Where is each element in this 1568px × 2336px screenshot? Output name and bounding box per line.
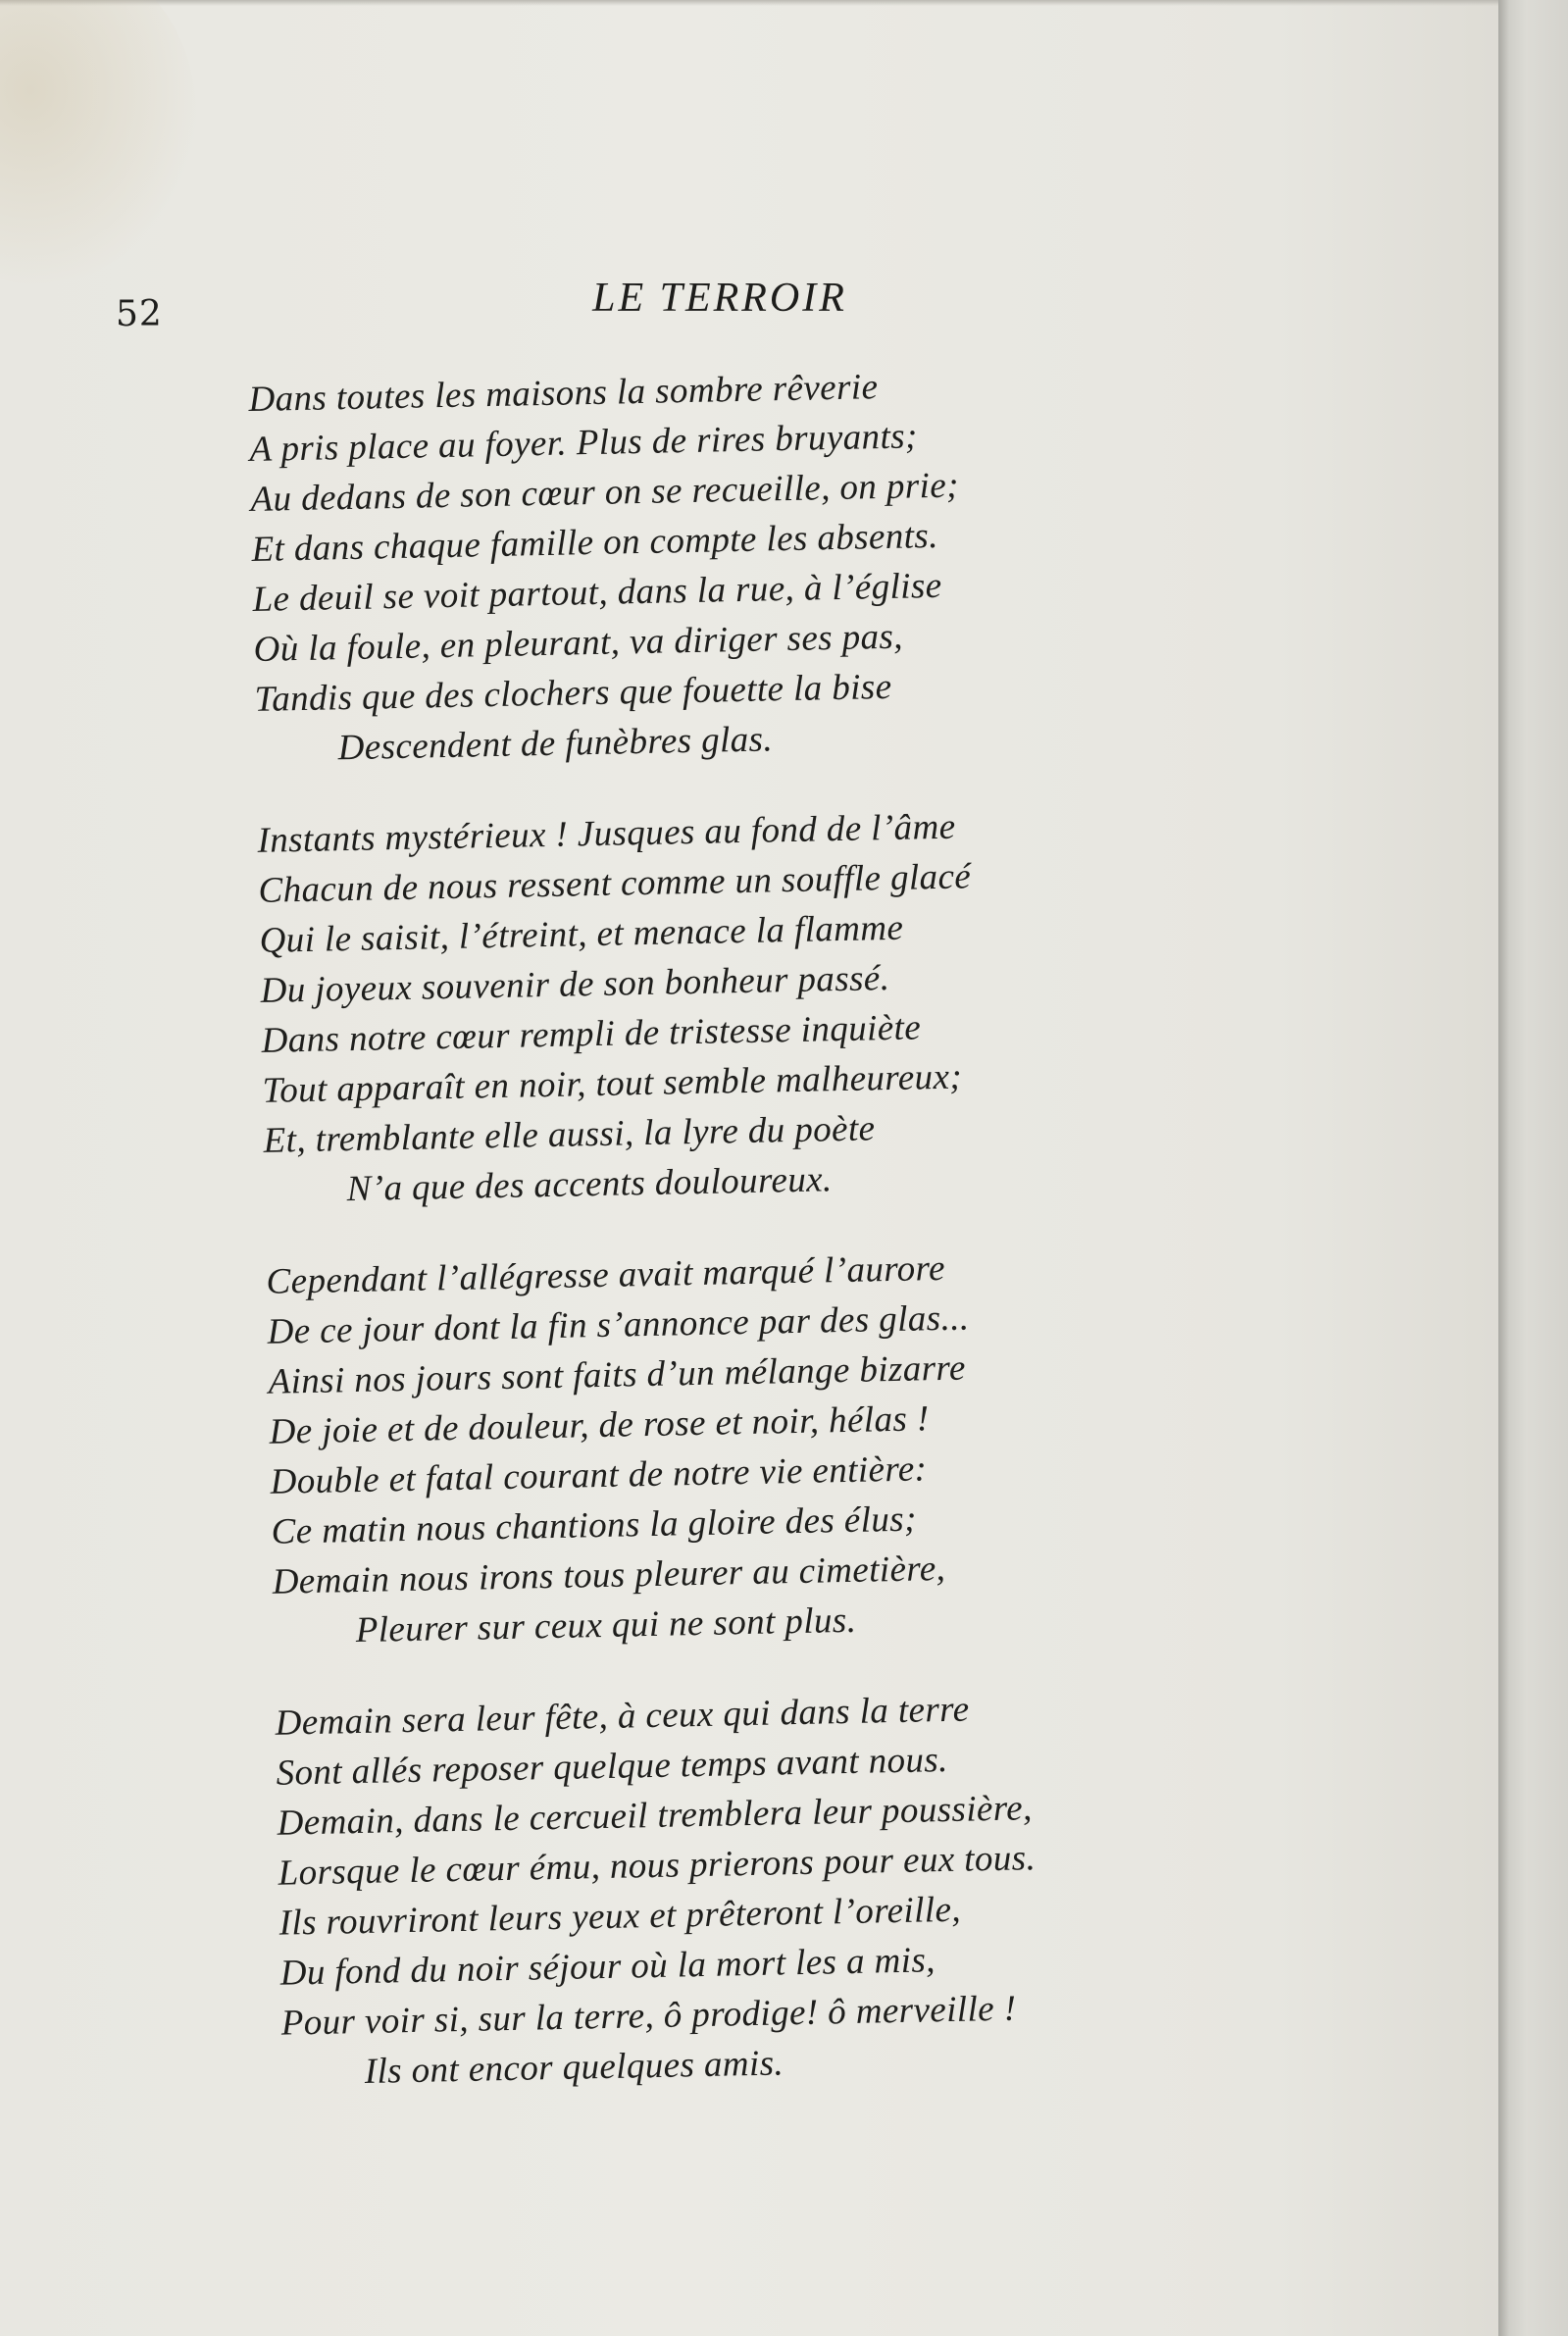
poem-line: Pour voir si, sur la terre, ô prodige! ô merveille ! [280,1988,1017,2044]
running-head: LE TERROIR [592,276,847,321]
water-stain [0,0,196,284]
poem-line: De ce jour dont la fin s’annonce par des glas... [267,1297,970,1352]
poem-line: Lorsque le cœur ému, nous prierons pour eux tous. [278,1838,1037,1894]
poem-line: Ils rouvriront leurs yeux et prêteront l’oreille, [278,1889,962,1944]
poem-line: Et dans chaque famille on compte les absents. [251,515,939,570]
page-top-shadow [0,0,1498,6]
poem-line-refrain: Ils ont encor quelques amis. [364,2043,784,2092]
poem-line: Dans notre cœur rempli de tristesse inquiète [261,1007,922,1061]
stanza-2 [257,795,1294,1216]
poem-line: Le deuil se voit partout, dans la rue, à l’église [252,565,942,620]
poem-line: A pris place au foyer. Plus de rires bruyants; [249,416,919,470]
poem-line: Où la foule, en pleurant, va diriger ses pas, [253,616,904,670]
poem-line: Du joyeux souvenir de son bonheur passé. [260,957,890,1011]
poem-line: Ce matin nous chantions la gloire des élus; [271,1498,918,1552]
stanza-1 [248,354,1286,775]
poem-line: Instants mystérieux ! Jusques au fond de l’âme [257,806,956,861]
poem-line: Au dedans de son cœur on se recueille, on prie; [250,465,960,520]
poem-line: De joie et de douleur, de rose et noir, hélas ! [269,1398,930,1452]
poem-line: Demain nous irons tous pleurer au cimetière, [272,1548,946,1602]
poem-line: Double et fatal courant de notre vie entière: [270,1448,928,1502]
poem-line-refrain: N’a que des accents douloureux. [346,1159,834,1210]
poem-line-refrain: Pleurer sur ceux qui ne sont plus. [355,1600,857,1651]
poem-line: Tandis que des clochers que fouette la bise [254,666,892,720]
poem-line: Demain sera leur fête, à ceux qui dans la terre [275,1689,970,1744]
poem-line: Du fond du noir séjour où la mort les a mis, [279,1940,936,1994]
poem-line: Cependant l’allégresse avait marqué l’aurore [266,1247,946,1302]
poem-line: Chacun de nous ressent comme un souffle glacé [258,856,972,911]
poem [248,354,1313,2140]
page-gutter-edge [1498,0,1568,2336]
stanza-4 [275,1678,1312,2099]
poem-line: Tout apparaît en noir, tout semble malheureux; [262,1056,963,1111]
poem-line: Sont allés reposer quelque temps avant nous. [276,1739,949,1794]
stanza-3 [266,1237,1303,1657]
poem-line: Dans toutes les maisons la sombre rêverie [248,367,879,420]
poem-line: Et, tremblante elle aussi, la lyre du poète [263,1108,876,1161]
poem-line-refrain: Descendent de funèbres glas. [337,719,774,769]
page-number: 52 [116,294,163,334]
poem-line: Qui le saisit, l’étreint, et menace la flamme [259,907,904,961]
poem-line: Demain, dans le cercueil tremblera leur poussière, [277,1788,1034,1844]
poem-line: Ainsi nos jours sont faits d’un mélange bizarre [268,1347,967,1402]
